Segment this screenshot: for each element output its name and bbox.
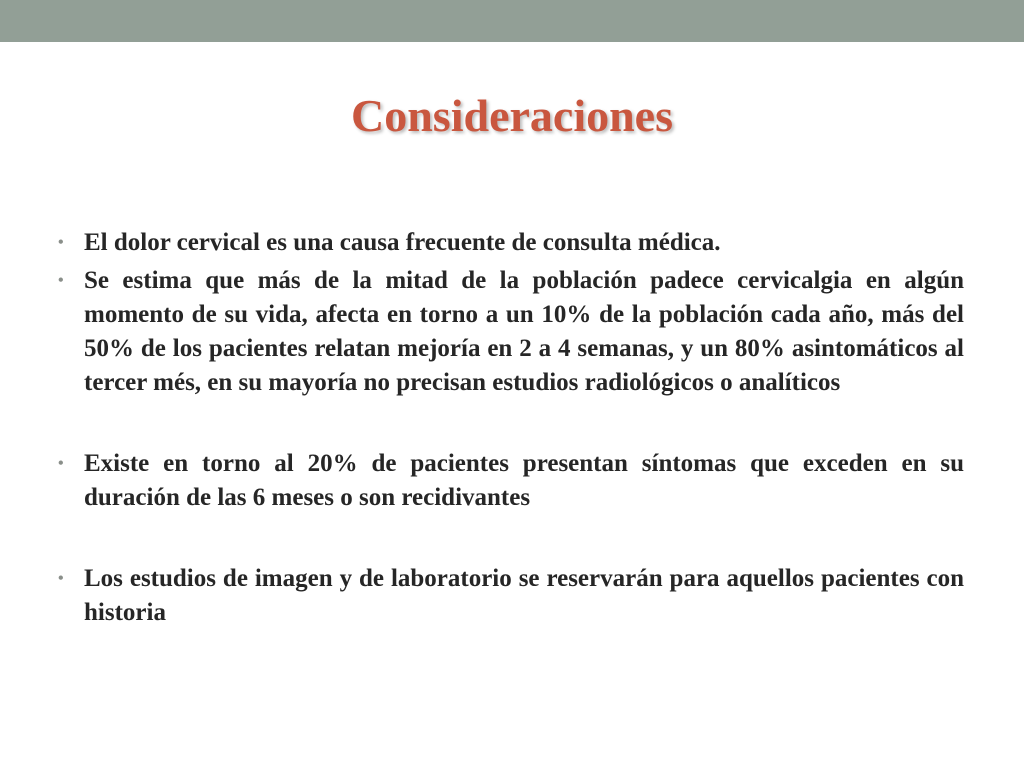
bullet-text: El dolor cervical es una causa frecuente de consulta médica. (84, 229, 721, 256)
bullet-marker: • (58, 272, 64, 289)
bullet-marker: • (58, 234, 64, 251)
bullet-item (58, 226, 964, 260)
bullet-marker: • (58, 455, 64, 472)
bullet-item (58, 447, 964, 515)
bullet-text: Se estima que más de la mitad de la población padece cervicalgia en algún momento de su vida, afecta en torno a un 10% de la población cada año, más del 50% de los pacientes relatan mejoría en 2 a 4 semanas, y un 80% asintomáticos al tercer més, en su mayoría no precisan estudios radiológicos o analíticos (84, 267, 964, 396)
bullet-list (58, 226, 964, 630)
bullet-text: Los estudios de imagen y de laboratorio se reservarán para aquellos pacientes con historia (84, 565, 964, 626)
bullet-marker: • (58, 570, 64, 587)
bullet-text: Existe en torno al 20% de pacientes presentan síntomas que exceden en su duración de las 6 meses o son recidivantes (84, 450, 964, 511)
bullet-item (58, 264, 964, 400)
bullet-item (58, 562, 964, 630)
top-bar (0, 0, 1024, 42)
slide-title: Consideraciones (351, 90, 673, 141)
